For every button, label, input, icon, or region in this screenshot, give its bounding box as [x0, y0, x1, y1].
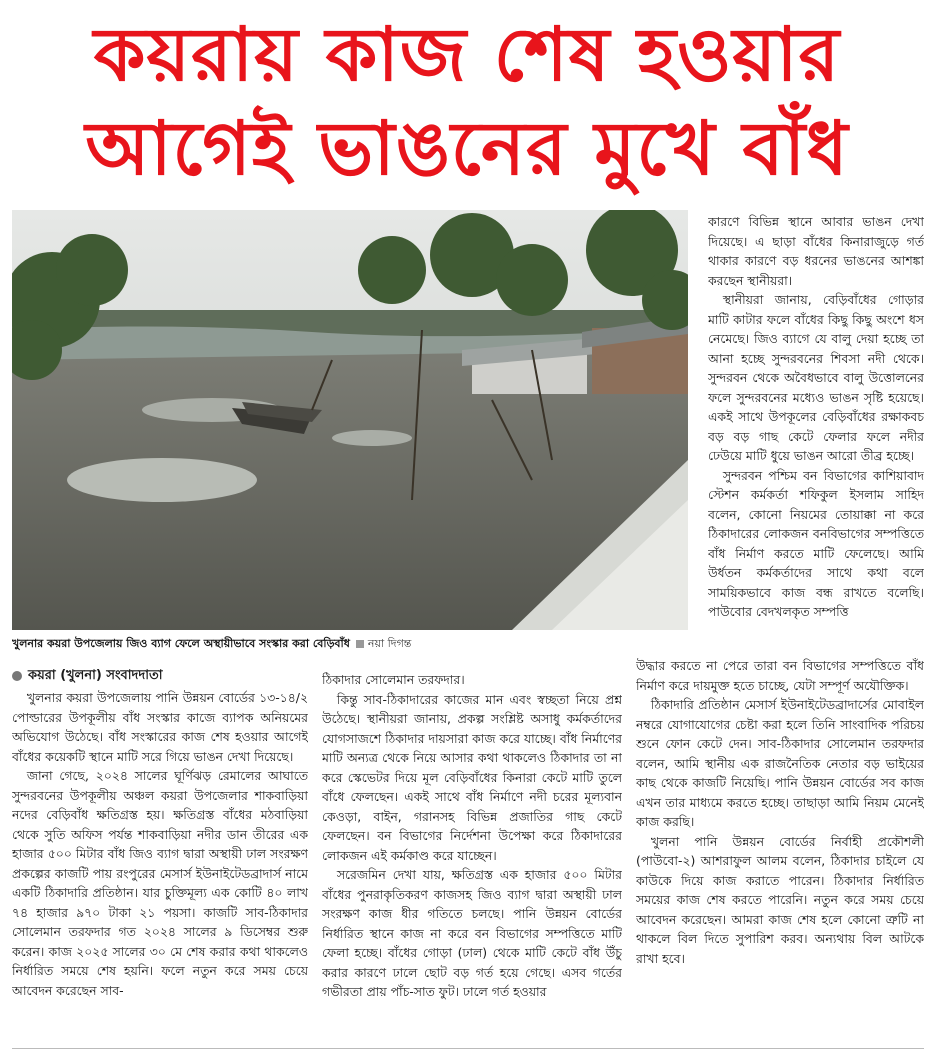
paragraph: ঠিকাদারি প্রতিষ্ঠান মেসার্স ইউনাইটেডব্রাদার্সের মোবাইল নম্বরে যোগাযোগের চেষ্টা করা হলে তিনি সাংবাদিক পরিচয় শুনে ফোন কেটে দেন। সাব-ঠিকাদার সোলেমান তরফদার বলেন, আমি স্থানীয় এক রাজনৈতিক নেতার বড় ভাইয়ের কাছ থেকে কাজটি নিয়েছি। পানি উন্নয়ন বোর্ডের সব কাজ এখন তার মাধ্যমে করতে হচ্ছে। তাছাড়া আমি নিয়ম মেনেই কাজ করছি। — [636, 697, 924, 829]
paragraph: খুলনার কয়রা উপজেলায় পানি উন্নয়ন বোর্ডের ১৩-১৪/২ পোল্ডারের উপকূলীয় বাঁধ সংস্কার কাজে ব্যাপক অনিয়মের অভিযোগ উঠেছে। বাঁধ সংস্কারের কাজ শেষ হওয়ার আগেই বাঁধের কয়েকটি স্থানে মাটি সরে গিয়ে ভাঙন দেখা দিয়েছে। — [12, 690, 308, 764]
paragraph: সুন্দরবন পশ্চিম বন বিভাগের কাশিয়াবাদ স্টেশন কর্মকর্তা শফিকুল ইসলাম সাহিদ বলেন, কোনো নিয়মের তোয়াক্কা না করে ঠিকাদারের লোকজন বনবিভাগের সম্পত্তিতে বাঁধ নির্মাণ করতে মাটি ফেলেছে। আমি উর্ধতন কর্মকর্তাদের সাথে কথা বলে সাময়িকভাবে কাজ বন্ধ রাখতে বলেছি। পাউবোর বেদখলকৃত সম্পত্তি — [708, 467, 924, 619]
bullet-icon — [12, 671, 22, 681]
article-column-1 — [12, 666, 308, 1046]
paragraph: সরেজমিন দেখা যায়, ক্ষতিগ্রস্ত এক হাজার ৫০০ মিটার বাঁধের পুনরাকৃতিকরণ কাজসহ জিও ব্যাগ দ্বারা অস্থায়ী ঢাল সংরক্ষণ কাজ ধীর গতিতে চলছে। পানি উন্নয়ন বোর্ডের নির্ধারিত স্থানে কাজ না করে বন বিভাগের সম্পত্তিতে মাটি ফেলা হচ্ছে। বাঁধের গোড়া (ঢাল) থেকে মাটি কেটে বাঁধ উঁচু করার কারণে ঢালে ছোট বড় গর্ত হয়ে গেছে। এসব গর্তের গভীরতা প্রায় পাঁচ-সাত ফুট। ঢালে গর্ত হওয়ার — [322, 867, 622, 999]
byline-text: কয়রা (খুলনা) সংবাদদাতা — [28, 668, 163, 683]
paragraph: ঠিকাদার সোলেমান তরফদার। — [322, 672, 465, 687]
bottom-rule — [12, 1048, 924, 1049]
headline-line-2: আগেই ভাঙনের মুখে বাঁধ — [85, 106, 849, 192]
caption-text: খুলনার কয়রা উপজেলায় জিও ব্যাগ ফেলে অস্থায়ীভাবে সংস্কার করা বেড়িবাঁধ — [12, 637, 350, 650]
article-column-3 — [636, 656, 924, 1046]
paragraph: কিন্তু সাব-ঠিকাদারের কাজের মান এবং স্বচ্ছতা নিয়ে প্রশ্ন উঠেছে। স্থানীয়রা জানায়, প্রকল্প সংশ্লিষ্ট অসাধু কর্মকর্তাদের যোগসাজশে ঠিকাদার দায়সারা কাজ করে যাচ্ছে। বাঁধ নির্মাণের মাটি অন্যত্র থেকে নিয়ে আসার কথা থাকলেও ঠিকাদার তা না করে স্কেভেটর দিয়ে মূল বেড়িবাঁধের কিনারা কেটে মাটি তুলে বাঁধে ফেলছেন। একই সাথে বাঁধ নির্মাণে নদী চরের মূল্যবান কেওড়া, বাইন, গরানসহ বিভিন্ন প্রজাতির গাছ কেটে ফেলছেন। বন বিভাগের নির্দেশনা উপেক্ষা করে ঠিকাদারের লোকজন এই কর্মকাণ্ড করে যাচ্ছেন। — [322, 691, 622, 863]
article-column-4 — [708, 212, 924, 652]
paragraph: উদ্ধার করতে না পেরে তারা বন বিভাগের সম্পত্তিতে বাঁধ নির্মাণ করে দায়মুক্ত হতে চাচ্ছে, যেটা সম্পূর্ণ অযৌক্তিক। — [636, 658, 924, 693]
paragraph: কারণে বিভিন্ন স্থানে আবার ভাঙন দেখা দিয়েছে। এ ছাড়া বাঁধের কিনারাজুড়ে গর্ত থাকার কারণে বড় ধরনের ভাঙনের আশঙ্কা করছেন স্থানীয়রা। — [708, 214, 924, 288]
headline — [0, 8, 934, 196]
headline-line-1: কয়রায় কাজ শেষ হওয়ার — [93, 12, 841, 98]
embankment-photo-illustration — [12, 210, 688, 630]
paragraph: স্থানীয়রা জানায়, বেড়িবাঁধের গোড়ার মাটি কাটার ফলে বাঁধের কিছু কিছু অংশে ধস নেমেছে। জিও ব্যাগে যে বালু দেয়া হচ্ছে তা আনা হচ্ছে সুন্দরবনের শিবসা নদী থেকে। সুন্দরবন থেকে অবৈধভাবে বালু উত্তোলনের ফলে সুন্দরবনের মধ্যেও ভাঙন সৃষ্টি হয়েছে। একই সাথে উপকূলের বেড়িবাঁধের রক্ষাকবচ বড় বড় গাছ কেটে ফেলার ফলে নদীর ঢেউয়ে মাটি ধুয়ে ভাঙন আরো তীব্র হচ্ছে। — [708, 292, 924, 463]
byline — [12, 666, 308, 686]
photo-credit: নয়া দিগন্ত — [367, 637, 412, 650]
square-bullet-icon — [356, 640, 364, 648]
news-photo — [12, 210, 688, 630]
photo-caption — [12, 634, 688, 654]
article-column-2 — [322, 670, 622, 1046]
paragraph: খুলনা পানি উন্নয়ন বোর্ডের নির্বাহী প্রকৌশলী (পাউবো-২) আশরাফুল আলম বলেন, ঠিকাদার চাইলে যে কাউকে দিয়ে কাজ করাতে পারেন। ঠিকাদার নির্ধারিত সময়ের কাজ শেষ করতে পারেনি। নতুন করে সময় চেয়ে আবেদন করেছেন। আমরা কাজ শেষ হলে কোনো ত্রুটি না থাকলে বিল দিতে সুপারিশ করব। অন্যথায় বিল আটকে রাখা হবে। — [636, 833, 924, 966]
paragraph: জানা গেছে, ২০২৪ সালের ঘূর্ণিঝড় রেমালের আঘাতে সুন্দরবনের উপকূলীয় অঞ্চল কয়রা উপজেলার শাকবাড়িয়া নদের বেড়িবাঁধ ক্ষতিগ্রস্ত হয়। ক্ষতিগ্রস্ত বাঁধের মঠবাড়িয়া থেকে সুতি অফিস পর্যন্ত শাকবাড়িয়া নদীর ডান তীরের এক হাজার ৫০০ মিটার বাঁধ জিও ব্যাগ দ্বারা অস্থায়ী ঢাল সংরক্ষণ প্রকল্পের কাজটি পায় রংপুরের মেসার্স ইউনাইটেডব্রাদার্স নামে একটি ঠিকাদারি প্রতিষ্ঠান। যার চুক্তিমূল্য এক কোটি ৪০ লাখ ৭৪ হাজার ৯৭০ টাকা ২১ পয়সা। কাজটি সাব-ঠিকাদার সোলেমান তরফদার গত ২০২৪ সালের ৯ ডিসেম্বর শুরু করেন। কাজ ২০২৫ সালের ৩০ মে শেষ করার কথা থাকলেও নির্ধারিত সময়ে শেষ হয়নি। ফলে নতুন করে সময় চেয়ে আবেদন করেছেন সাব- — [12, 768, 308, 998]
